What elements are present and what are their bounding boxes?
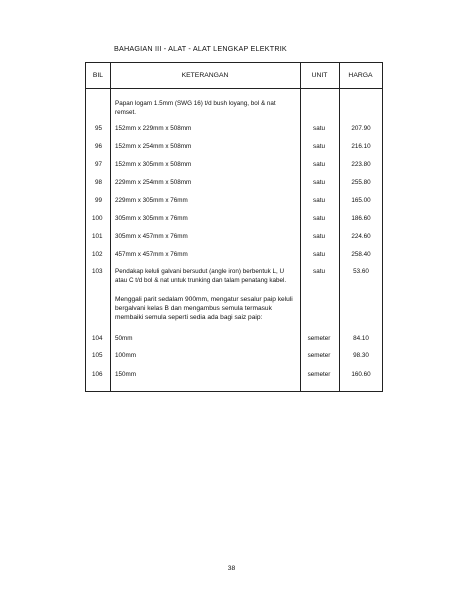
row-keterangan: 305mm x 457mm x 76mm [115,233,188,240]
header-keterangan: KETERANGAN [181,72,229,79]
row-harga: 160.60 [351,371,371,378]
row-harga: 207.90 [351,125,371,132]
row-keterangan: 152mm x 229mm x 508mm [115,125,192,132]
row-bil: 103 [92,268,103,275]
row-unit: satu [313,179,325,186]
row-harga: 84.10 [353,335,369,342]
page-number: 38 [227,565,236,572]
section-heading: BAHAGIAN III - ALAT - ALAT LENGKAP ELEKTRIK [114,44,287,53]
header-divider [86,88,382,89]
row-unit: semeter [307,335,331,342]
row-unit: satu [313,251,325,258]
row-harga: 186.60 [351,215,371,222]
row-keterangan: 50mm [115,335,133,342]
row-bil: 96 [95,143,103,150]
trenching-note: Menggali parit sedalam 900mm, mengatur sesalur paip keluli bergalvani kelas B dan mengambus semula termasuk membaiki semula seperti sedia ada bagi saiz paip: [115,296,293,321]
row-harga: 224.60 [351,233,371,240]
row-unit: satu [313,125,325,132]
row-bil: 101 [92,233,103,240]
row-bil: 106 [92,371,103,378]
row-keterangan: 100mm [115,352,136,359]
row-keterangan: 457mm x 457mm x 76mm [115,251,188,258]
row-bil: 98 [95,179,103,186]
row-harga: 223.80 [351,161,371,168]
row-keterangan: 152mm x 305mm x 508mm [115,161,192,168]
row-bil: 102 [92,251,103,258]
row-harga: 255.80 [351,179,371,186]
row-bil: 105 [92,352,103,359]
price-table [85,62,383,392]
row-keterangan: 305mm x 305mm x 76mm [115,215,188,222]
row-bil: 104 [92,335,103,342]
row-bil: 95 [95,125,103,132]
row-harga: 216.10 [351,143,371,150]
row-bil: 99 [95,197,103,204]
row-unit: satu [313,143,325,150]
row-keterangan: Pendakap keluli galvani bersudut (angle iron) berbentuk L, U atau C t/d bol & nat untuk trunking dan talam penatang kabel. [115,268,287,284]
row-unit: satu [313,197,325,204]
row-unit: semeter [307,371,331,378]
row-unit: satu [313,233,325,240]
row-harga: 165.00 [351,197,371,204]
row-harga: 258.40 [351,251,371,258]
row-keterangan: 150mm [115,371,136,378]
row-keterangan: 152mm x 254mm x 508mm [115,143,192,150]
row-keterangan: 229mm x 305mm x 76mm [115,197,188,204]
row-unit: satu [313,268,325,275]
row-bil: 100 [92,215,103,222]
header-bil: BIL [92,72,104,79]
row-harga: 53.60 [353,268,369,275]
row-bil: 97 [95,161,103,168]
header-unit: UNIT [311,72,328,79]
row-unit: semeter [307,352,331,359]
row-keterangan: 229mm x 254mm x 508mm [115,179,192,186]
row-unit: satu [313,215,325,222]
row-harga: 98.30 [353,352,369,359]
row-unit: satu [313,161,325,168]
header-harga: HARGA [348,72,373,79]
intro-description: Papan logam 1.5mm (SWG 16) t/d bush loyang, bol & nat remset. [115,100,276,116]
